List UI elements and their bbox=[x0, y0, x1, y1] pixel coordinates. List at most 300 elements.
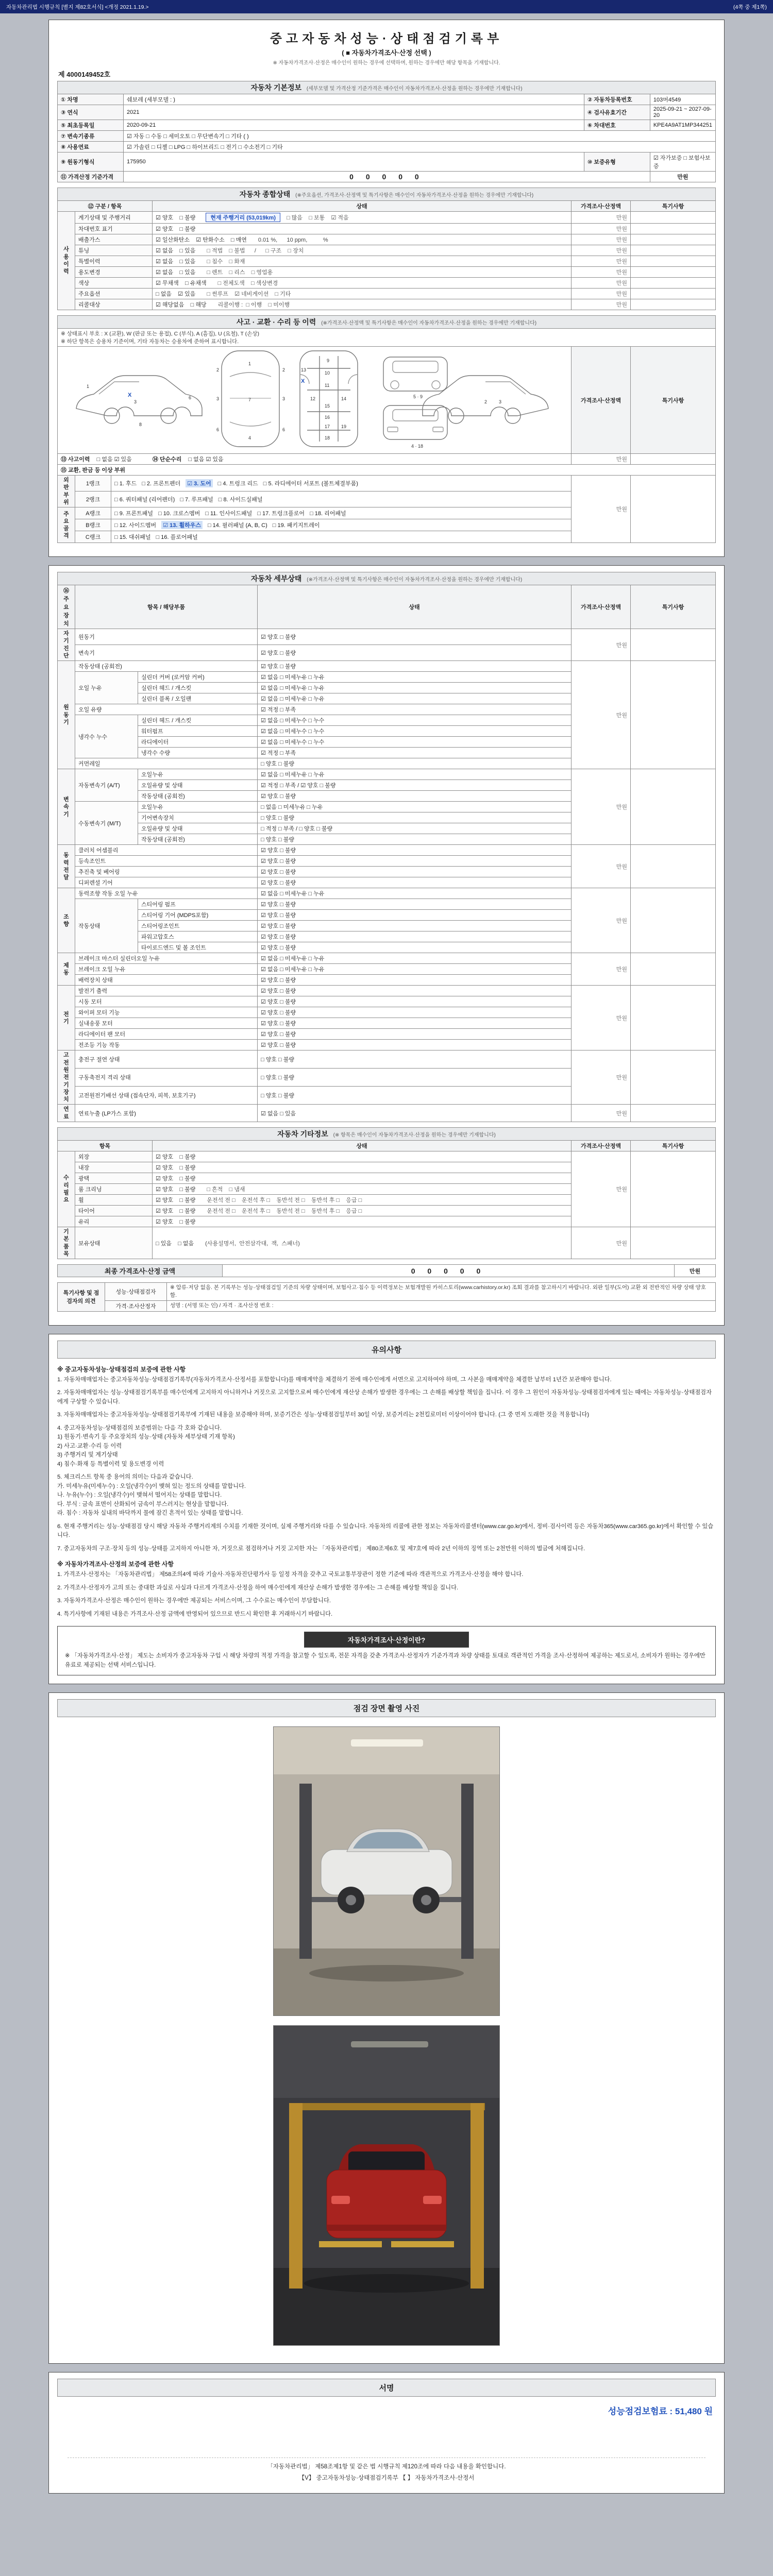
detail-row bbox=[58, 661, 716, 672]
panel-item: □ 8. 사이드실패널 bbox=[218, 497, 263, 503]
remarks-cell bbox=[631, 845, 716, 888]
remarks-cell bbox=[631, 256, 716, 267]
svg-text:9: 9 bbox=[327, 358, 330, 363]
svg-text:2: 2 bbox=[484, 399, 488, 404]
part-label: 스티어링 펌프 bbox=[138, 899, 258, 910]
state-checkboxes: □ 없음 □ 미세누유 □ 누유 bbox=[258, 802, 572, 812]
sub-group-label: 자동변속기 (A/T) bbox=[75, 769, 138, 802]
svg-text:14: 14 bbox=[341, 396, 347, 401]
state-checkboxes: ☑ 없음 □ 미세누유 □ 누유 bbox=[258, 888, 572, 899]
part-label: 워터펌프 bbox=[138, 726, 258, 737]
part-label: 브레이크 오일 누유 bbox=[75, 964, 258, 975]
price-amount-cell: 만원 bbox=[572, 234, 631, 245]
sub-group-label: 냉각수 누수 bbox=[75, 715, 138, 758]
lift-photo-dark-icon bbox=[274, 2026, 499, 2345]
inspector-role-label: 성능·상태점검자 bbox=[105, 1283, 167, 1300]
overall-item-label: 색상 bbox=[75, 278, 153, 289]
lift-photo-bright-icon bbox=[274, 1727, 499, 2015]
overall-state-cell bbox=[153, 289, 572, 299]
price-amount-cell: 만원 bbox=[572, 212, 631, 224]
price-amount-cell: 만원 bbox=[572, 278, 631, 289]
basic-row-registration bbox=[58, 120, 716, 131]
overall-section-title bbox=[58, 188, 716, 201]
part-label: 라디에이터 bbox=[138, 737, 258, 748]
checkbox-options: □ 있음 □ 없음 bbox=[156, 1240, 194, 1247]
panel-items-cell bbox=[111, 531, 572, 543]
document-subnote: ※ 자동차가격조사·산정은 매수인이 원하는 경우에 선택하며, 원하는 경우에만 해당 항목을 기재합니다. bbox=[273, 60, 500, 66]
svg-text:2: 2 bbox=[282, 367, 285, 372]
part-label: 전조등 기능 작동 bbox=[75, 1040, 258, 1050]
overall-row bbox=[58, 234, 716, 245]
state-checkboxes: □ 양호 □ 불량 bbox=[258, 758, 572, 769]
misc-header-notes: 특기사항 bbox=[631, 1141, 716, 1151]
sheet-signature bbox=[48, 2372, 725, 2494]
rank-label: 2랭크 bbox=[75, 492, 111, 507]
device-group-label: 동력전달 bbox=[58, 845, 75, 888]
state-checkboxes: ☑ 양호 □ 불량 bbox=[258, 899, 572, 910]
notice-section-heading: ※ 중고자동차성능·상태점검의 보증에 관한 사항 bbox=[57, 1365, 186, 1373]
notice-item: 5. 체크리스트 항목 중 용어의 의미는 다음과 같습니다. 가. 미세누유(미세누수) : 오일(냉각수)이 맺혀 있는 정도의 상태를 말합니다. 나. 누유(누수) : 오일(냉각수)이 맺혀서 떨어지는 상태를 말합니다. 다. 부식 : 금속 표면이 산화되어 금속이 부스러지는 현상을 말합니다. 라. 침수 : 자동차 실내의 바닥까지 물에 잠긴 흔적이 있는 상태를 말합니다. bbox=[57, 1474, 246, 1517]
overall-row bbox=[58, 245, 716, 256]
overall-header-state: 상태 bbox=[153, 201, 572, 212]
overall-title-text: 자동차 종합상태 bbox=[239, 190, 291, 198]
part-label: 타이로드엔드 및 볼 조인트 bbox=[138, 942, 258, 953]
notice-section-heading: ※ 자동차가격조사·산정의 보증에 관한 사항 bbox=[57, 1561, 174, 1568]
device-group-label: 조향 bbox=[58, 888, 75, 953]
notice-item: 6. 현재 주행거리는 성능·상태점검 당시 해당 자동차 주행거리계의 수치를 기재한 것이며, 실제 주행거리와 다를 수 있습니다. 자동차의 리콜에 관한 정보는 자동차리콜센터(www.car.go.kr)에서, 정비·검사이력 등은 자동차365(www.car365.go.kr)에서 확인할 수 있습니다. bbox=[57, 1523, 714, 1539]
device-group-label: 전기 bbox=[58, 986, 75, 1050]
notice-item: 4. 특기사항에 기재된 내용은 가격조사·산정 금액에 반영되어 있으므로 반드시 확인한 후 거래하시기 바랍니다. bbox=[57, 1611, 333, 1617]
panel-item: □ 17. 트렁크플로어 bbox=[257, 511, 305, 517]
detail-header-device: ⑯ 주요장치 bbox=[58, 585, 75, 629]
page-indicator: (4쪽 중 제1쪽) bbox=[733, 4, 767, 10]
state-checkboxes: ☑ 양호 □ 불량 bbox=[258, 877, 572, 888]
part-label: 실린더 블록 / 오일팬 bbox=[138, 693, 258, 704]
state-checkboxes: ☑ 양호 □ 불량 bbox=[258, 931, 572, 942]
remarks-cell bbox=[631, 454, 716, 465]
misc-item-label: 광택 bbox=[75, 1173, 153, 1184]
engine-type-value: 175950 bbox=[124, 152, 584, 172]
price-amount-cell: 만원 bbox=[572, 1105, 631, 1122]
remarks-cell bbox=[631, 224, 716, 234]
notice-item: 3. 자동차매매업자는 중고자동차성능·상태점검기록부에 기재된 내용을 보증해야 하며, 보증기간은 성능·상태점검일부터 30일 이상, 보증거리는 2천킬로미터 이상이어야 합니다. (그 중 먼저 도래한 것을 적용합니다) bbox=[57, 1412, 590, 1418]
car-rear-view bbox=[383, 405, 447, 449]
base-price-digits: 0 0 0 0 0 bbox=[124, 172, 650, 182]
vehicle-diagram-svg bbox=[67, 348, 562, 451]
price-definition-title: 자동차가격조사·산정이란? bbox=[304, 1632, 469, 1648]
remarks-cell bbox=[631, 278, 716, 289]
overall-row bbox=[58, 256, 716, 267]
misc-header-price: 가격조사·산정액 bbox=[572, 1141, 631, 1151]
transmission-label: ⑦ 변속기종류 bbox=[58, 131, 124, 142]
remarks-cell bbox=[631, 267, 716, 278]
remarks-cell bbox=[631, 1151, 716, 1227]
price-amount-cell: 만원 bbox=[572, 1050, 631, 1105]
misc-title-text: 자동차 기타정보 bbox=[277, 1130, 328, 1139]
misc-title-row bbox=[58, 1128, 716, 1141]
state-checkboxes: ☑ 없음 □ 미세누수 □ 누수 bbox=[258, 726, 572, 737]
model-year-label: ③ 연식 bbox=[58, 105, 124, 120]
signature-area bbox=[68, 2422, 705, 2458]
opinion-group-label: 특기사항 및 점검자의 의견 bbox=[58, 1283, 105, 1311]
price-amount-cell: 만원 bbox=[572, 1227, 631, 1259]
part-label: 시동 모터 bbox=[75, 996, 258, 1007]
svg-text:6: 6 bbox=[216, 427, 220, 432]
part-label: 라디에이터 팬 모터 bbox=[75, 1029, 258, 1040]
final-price-unit: 만원 bbox=[675, 1265, 716, 1277]
part-label: 변속기 bbox=[75, 645, 258, 661]
price-amount-cell: 만원 bbox=[572, 953, 631, 986]
vin-value: KPE4A9AT1MP344251 bbox=[650, 120, 715, 131]
overall-row bbox=[58, 212, 716, 224]
svg-text:3: 3 bbox=[499, 399, 502, 404]
car-front-view bbox=[383, 357, 447, 399]
part-label: 작동상태 (공회전) bbox=[75, 661, 258, 672]
misc-item-label: 유리 bbox=[75, 1216, 153, 1227]
part-label: 충전구 절연 상태 bbox=[75, 1050, 258, 1069]
price-amount-cell: 만원 bbox=[572, 256, 631, 267]
checkbox-options: ☑ 양호 □ 불량 bbox=[156, 226, 196, 232]
remarks-cell bbox=[631, 212, 716, 224]
price-amount-cell: 만원 bbox=[572, 661, 631, 769]
device-group-label: 연료 bbox=[58, 1105, 75, 1122]
extra-options: □ 흔적 □ 냄새 bbox=[207, 1187, 245, 1193]
panel-items-cell bbox=[111, 507, 572, 519]
transmission-checkboxes: ☑ 자동 □ 수동 □ 세미오토 □ 무단변속기 □ 기타 ( ) bbox=[124, 131, 716, 142]
price-amount-cell: 만원 bbox=[572, 454, 631, 465]
overall-body bbox=[58, 212, 716, 310]
remarks-cell bbox=[631, 234, 716, 245]
document-subtitle: ( ■ 자동차가격조사·산정 선택 ) bbox=[342, 49, 431, 57]
remarks-cell bbox=[631, 289, 716, 299]
overall-item-label: 용도변경 bbox=[75, 267, 153, 278]
car-name-value: 쉐보레 (세부모델 : ) bbox=[124, 94, 584, 105]
svg-text:6: 6 bbox=[189, 395, 192, 400]
price-amount-cell: 만원 bbox=[572, 224, 631, 234]
part-label: 연료누출 (LP가스 포함) bbox=[75, 1105, 258, 1122]
exchange-section-label bbox=[58, 465, 716, 476]
detail-body bbox=[58, 629, 716, 1122]
rank-label: A랭크 bbox=[75, 507, 111, 519]
svg-text:3: 3 bbox=[216, 396, 220, 401]
svg-text:X: X bbox=[128, 392, 132, 398]
document-page bbox=[0, 13, 773, 2514]
extra-options: (사용설명서, 안전삼각대, 잭, 스패너) bbox=[205, 1240, 300, 1247]
state-checkboxes: ☑ 양호 □ 불량 bbox=[258, 975, 572, 986]
misc-state-cell bbox=[153, 1206, 572, 1216]
remarks-cell bbox=[631, 629, 716, 661]
accident-title-note: (※가격조사·산정액 및 특기사항은 매수인이 자동차가격조사·산정을 원하는 경우에만 기재합니다) bbox=[321, 320, 537, 326]
inspection-valid-value: 2025-09-21 ~ 2027-09-20 bbox=[650, 105, 715, 120]
overall-title-row bbox=[58, 188, 716, 201]
top-bar bbox=[0, 0, 773, 13]
extra-options: 0.01 %, 10 ppm, % bbox=[258, 237, 328, 243]
state-checkboxes: ☑ 양호 □ 불량 bbox=[258, 986, 572, 996]
sub-group-label: 수동변속기 (M/T) bbox=[75, 802, 138, 845]
final-price-label: 최종 가격조사·산정 금액 bbox=[58, 1265, 223, 1277]
basic-row-year bbox=[58, 105, 716, 120]
part-label: 실내송풍 모터 bbox=[75, 1018, 258, 1029]
state-checkboxes: ☑ 없음 □ 미세누유 □ 누유 bbox=[258, 953, 572, 964]
svg-text:6: 6 bbox=[282, 427, 285, 432]
state-checkboxes: ☑ 양호 □ 불량 bbox=[258, 1007, 572, 1018]
detail-section-title bbox=[58, 572, 716, 585]
overall-state-cell bbox=[153, 245, 572, 256]
part-label: 커먼레일 bbox=[75, 758, 258, 769]
part-label: 추진축 및 베어링 bbox=[75, 867, 258, 877]
document-number: 제 4000149452호 bbox=[58, 71, 111, 78]
inspector-comment: ※ 압류·저당 없음. 본 기록부는 성능·상태점검일 기준의 차량 상태이며, 보험사고·침수 등 이력정보는 보험개발원 카히스토리(www.carhistory.or.kr) 조회 결과를 참고하시기 바랍니다. 외판 일부(도어) 교환 외 전반적인 차량 상태 양호함. bbox=[167, 1283, 716, 1300]
overall-row bbox=[58, 299, 716, 310]
misc-row bbox=[58, 1151, 716, 1162]
overall-row bbox=[58, 278, 716, 289]
overall-state-cell bbox=[153, 256, 572, 267]
price-amount-cell: 만원 bbox=[572, 888, 631, 953]
misc-state-cell bbox=[153, 1195, 572, 1206]
remarks-cell bbox=[631, 986, 716, 1050]
warranty-type-label: ⑩ 보증유형 bbox=[584, 152, 650, 172]
part-label: 실린더 커버 (로커암 커버) bbox=[138, 672, 258, 683]
svg-text:13: 13 bbox=[301, 367, 307, 372]
inspection-photo-2 bbox=[273, 2025, 500, 2346]
detail-header-item: 항목 / 해당부품 bbox=[75, 585, 258, 629]
state-checkboxes: ☑ 적정 □ 부족 / ☑ 양호 □ 불량 bbox=[258, 780, 572, 791]
state-checkboxes: □ 양호 □ 불량 bbox=[258, 1087, 572, 1105]
state-checkboxes: ☑ 양호 □ 불량 bbox=[258, 1029, 572, 1040]
panel-items-cell bbox=[111, 492, 572, 507]
misc-state-cell bbox=[153, 1162, 572, 1173]
accident-diagram-row bbox=[58, 347, 716, 454]
warranty-type-checkboxes: ☑ 자가보증 □ 보험사보증 bbox=[650, 152, 715, 172]
first-registration-value: 2020-09-21 bbox=[124, 120, 584, 131]
detail-header-state: 상태 bbox=[258, 585, 572, 629]
state-checkboxes: □ 양호 □ 불량 bbox=[258, 812, 572, 823]
notice-item: 3. 자동차가격조사·산정은 매수인이 원하는 경우에만 제공되는 서비스이며, 그 수수료는 매수인이 부담합니다. bbox=[57, 1598, 331, 1604]
basic-row-name bbox=[58, 94, 716, 105]
part-label: 발전기 출력 bbox=[75, 986, 258, 996]
extra-options: 리콜이행 : □ 이행 □ 미이행 bbox=[217, 302, 290, 308]
price-definition-text: ※ 「자동차가격조사·산정」 제도는 소비자가 중고자동차 구입 시 해당 차량의 적정 가격을 참고할 수 있도록, 전문 자격을 갖춘 가격조사·산정자가 기준가격과 차량 상태를 토대로 객관적인 가격을 조사·산정하여 제공하는 제도로서, 소비자가 원하는 경우에만 유료로 제공되는 선택 서비스입니다. bbox=[65, 1653, 705, 1668]
car-side-view-left bbox=[76, 376, 202, 427]
price-amount-cell: 만원 bbox=[572, 629, 631, 661]
detail-row bbox=[58, 953, 716, 964]
svg-text:7: 7 bbox=[248, 397, 251, 402]
state-checkboxes: ☑ 양호 □ 불량 bbox=[258, 845, 572, 856]
panel-group-label: 외판부위 bbox=[58, 476, 75, 507]
accident-legend bbox=[58, 329, 716, 347]
svg-text:X: X bbox=[301, 378, 305, 384]
misc-info-table bbox=[57, 1127, 716, 1259]
remarks-cell bbox=[631, 476, 716, 543]
part-label: 기어변속장치 bbox=[138, 812, 258, 823]
base-price-unit: 만원 bbox=[650, 172, 715, 182]
detail-header-notes: 특기사항 bbox=[631, 585, 716, 629]
basic-info-table bbox=[57, 81, 716, 182]
device-group-label: 원동기 bbox=[58, 661, 75, 769]
car-top-view bbox=[216, 351, 285, 447]
price-amount-cell: 만원 bbox=[572, 986, 631, 1050]
price-amount-cell: 만원 bbox=[572, 299, 631, 310]
part-label: 스티어링 기어 (MDPS포함) bbox=[138, 910, 258, 921]
detail-row bbox=[58, 888, 716, 899]
price-amount-cell: 만원 bbox=[572, 769, 631, 845]
overall-item-label: 배출가스 bbox=[75, 234, 153, 245]
state-checkboxes: ☑ 양호 □ 불량 bbox=[258, 921, 572, 931]
accident-section-title bbox=[58, 316, 716, 329]
panel-item: □ 18. 리어패널 bbox=[310, 511, 346, 517]
remarks-cell bbox=[631, 953, 716, 986]
sheet-notice bbox=[48, 1334, 725, 1685]
detail-column-header-row bbox=[58, 585, 716, 629]
vin-label: ⑥ 차대번호 bbox=[584, 120, 650, 131]
remarks-cell bbox=[631, 245, 716, 256]
part-label: 배력장치 상태 bbox=[75, 975, 258, 986]
opinion-table bbox=[57, 1282, 716, 1311]
overall-condition-table bbox=[57, 188, 716, 310]
state-checkboxes: ☑ 양호 □ 불량 bbox=[258, 791, 572, 802]
price-amount-cell: 만원 bbox=[572, 289, 631, 299]
checkbox-options: ☑ 양호 □ 불량 bbox=[156, 215, 196, 221]
svg-text:2: 2 bbox=[216, 367, 220, 372]
remarks-cell bbox=[631, 1105, 716, 1122]
panel-item: □ 6. 쿼터패널 (리어펜더) bbox=[114, 497, 175, 503]
price-amount-cell: 만원 bbox=[572, 476, 631, 543]
vehicle-diagram-cell bbox=[58, 347, 572, 454]
svg-text:15: 15 bbox=[325, 403, 330, 409]
svg-text:1: 1 bbox=[248, 361, 251, 366]
misc-item-label: 내장 bbox=[75, 1162, 153, 1173]
checkbox-options: ☑ 양호 □ 불량 bbox=[156, 1208, 196, 1215]
checkbox-options: ☑ 양호 □ 불량 bbox=[156, 1154, 196, 1161]
overall-row bbox=[58, 224, 716, 234]
state-checkboxes: ☑ 양호 □ 불량 bbox=[258, 629, 572, 645]
document-title: 중고자동차성능·상태점검기록부 bbox=[270, 32, 503, 46]
opinion-row bbox=[58, 1300, 716, 1311]
svg-text:3: 3 bbox=[134, 399, 137, 404]
misc-state-cell bbox=[153, 1227, 572, 1259]
state-checkboxes: □ 적정 □ 부족 / □ 양호 □ 불량 bbox=[258, 823, 572, 834]
notice-title-band: 유의사항 bbox=[57, 1341, 716, 1359]
overall-item-label: 특별이력 bbox=[75, 256, 153, 267]
sheet-main-info bbox=[48, 20, 725, 557]
remarks-cell bbox=[631, 1227, 716, 1259]
detail-row bbox=[58, 845, 716, 856]
checkbox-options: ☑ 무채색 □ 유채색 bbox=[156, 280, 207, 286]
inspection-insurance-fee: 성능점검보험료 : 51,480 원 bbox=[608, 2406, 713, 2417]
checkbox-options: ☑ 양호 □ 불량 bbox=[156, 1219, 196, 1226]
state-checkboxes: ☑ 없음 □ 미세누수 □ 누수 bbox=[258, 737, 572, 748]
misc-state-cell bbox=[153, 1184, 572, 1195]
part-label: 원동기 bbox=[75, 629, 258, 645]
misc-item-label: 휠 bbox=[75, 1195, 153, 1206]
price-definition-box bbox=[57, 1626, 716, 1675]
part-label: 실린더 헤드 / 개스킷 bbox=[138, 715, 258, 726]
overall-row bbox=[58, 267, 716, 278]
part-label: 작동상태 (공회전) bbox=[138, 834, 258, 845]
extra-options: □ 썬루프 ☑ 네비게이션 □ 기타 bbox=[207, 291, 291, 297]
first-registration-label: ⑤ 최초등록일 bbox=[58, 120, 124, 131]
form-reference-text: 자동차관리법 시행규칙 [별지 제82호서식] <개정 2021.1.19.> bbox=[6, 4, 149, 10]
plate-label: ② 자동차등록번호 bbox=[584, 94, 650, 105]
part-label: 클러치 어셈블리 bbox=[75, 845, 258, 856]
notice-content bbox=[57, 1365, 716, 1619]
car-name-label: ① 차명 bbox=[58, 94, 124, 105]
checkbox-options: ☑ 해당없음 □ 해당 bbox=[156, 302, 207, 308]
misc-item-label: 룸 크리닝 bbox=[75, 1184, 153, 1195]
svg-text:10: 10 bbox=[325, 370, 330, 376]
part-label: 냉각수 수량 bbox=[138, 748, 258, 758]
part-label: 등속조인트 bbox=[75, 856, 258, 867]
state-checkboxes: ☑ 양호 □ 불량 bbox=[258, 856, 572, 867]
inspector-comment: 성명 : (서명 또는 인) / 자격 · 조사산정 번호 : bbox=[167, 1300, 716, 1311]
signature-confirm-line-2: 【V】 중고자동차성능·상태점검기록부 【 】 자동차가격조사·산정서 bbox=[298, 2475, 475, 2482]
checkbox-options: ☑ 없음 □ 있음 bbox=[156, 259, 196, 265]
remarks-cell bbox=[631, 888, 716, 953]
state-checkboxes: ☑ 양호 □ 불량 bbox=[258, 996, 572, 1007]
svg-text:3: 3 bbox=[282, 396, 285, 401]
detail-header-price: 가격조사·산정액 bbox=[572, 585, 631, 629]
accident-history-table bbox=[57, 315, 716, 543]
misc-header-item: 항목 bbox=[58, 1141, 153, 1151]
simple-repair-checkboxes: □ 없음 ☑ 있음 bbox=[188, 456, 224, 463]
overall-item-label: 주요옵션 bbox=[75, 289, 153, 299]
misc-row bbox=[58, 1227, 716, 1259]
sub-group-label: 작동상태 bbox=[75, 899, 138, 953]
extra-options: 운전석 전 □ 운전석 후 □ 동반석 전 □ 동반석 후 □ 응급 □ bbox=[207, 1197, 362, 1204]
device-group-label: 제동 bbox=[58, 953, 75, 986]
svg-text:19: 19 bbox=[341, 424, 347, 429]
svg-text:18: 18 bbox=[325, 435, 330, 440]
svg-text:12: 12 bbox=[310, 396, 316, 401]
state-checkboxes: □ 양호 □ 불량 bbox=[258, 1069, 572, 1087]
state-checkboxes: □ 양호 □ 불량 bbox=[258, 834, 572, 845]
accident-history-group bbox=[61, 455, 132, 463]
part-label: 실린더 헤드 / 개스킷 bbox=[138, 683, 258, 693]
detail-row bbox=[58, 1050, 716, 1069]
checkbox-options: ☑ 없음 □ 있음 bbox=[156, 269, 196, 276]
misc-item-label: 타이어 bbox=[75, 1206, 153, 1216]
device-group-label: 변속기 bbox=[58, 769, 75, 845]
legend-line-1: ※ 상태표시 부호 : X (교환), W (판금 또는 용접), C (부식), A (흠집), U (요철), T (손상) bbox=[61, 331, 259, 337]
checkbox-options: ☑ 일산화탄소 ☑ 탄화수소 □ 매연 bbox=[156, 237, 247, 243]
inspection-valid-label: ④ 검사유효기간 bbox=[584, 105, 650, 120]
part-label: 오일 유량 bbox=[75, 704, 258, 715]
misc-state-cell bbox=[153, 1173, 572, 1184]
overall-state-cell bbox=[153, 212, 572, 224]
panel-item: □ 7. 루프패널 bbox=[180, 497, 213, 503]
detail-title-note: (※가격조사·산정액 및 특기사항은 매수인이 자동차가격조사·산정을 원하는 경우에만 기재합니다) bbox=[307, 577, 523, 583]
simple-repair-group bbox=[153, 455, 224, 463]
state-checkboxes: ☑ 양호 □ 불량 bbox=[258, 867, 572, 877]
fuel-checkboxes: ☑ 가솔린 □ 디젤 □ LPG □ 하이브리드 □ 전기 □ 수소전기 □ 기타 bbox=[124, 142, 716, 152]
overall-state-cell bbox=[153, 278, 572, 289]
car-frame-view bbox=[300, 351, 358, 447]
svg-text:5 · 9: 5 · 9 bbox=[413, 394, 423, 399]
sheet-detail-condition bbox=[48, 565, 725, 1325]
panel-item: □ 4. 트렁크 리드 bbox=[217, 481, 258, 487]
overall-item-label: 계기상태 및 주행거리 bbox=[75, 212, 153, 224]
state-checkboxes: ☑ 양호 □ 불량 bbox=[258, 645, 572, 661]
price-amount-cell: 만원 bbox=[572, 1151, 631, 1227]
panel-items-cell bbox=[111, 519, 572, 531]
detail-row bbox=[58, 986, 716, 996]
legend-line-2: ※ 하단 항목은 승용차 기준이며, 기타 자동차는 승용차에 준하여 표시합니다. bbox=[61, 338, 239, 345]
svg-text:4 · 18: 4 · 18 bbox=[411, 444, 424, 449]
part-label: 오일유량 및 상태 bbox=[138, 823, 258, 834]
detail-title-text: 자동차 세부상태 bbox=[250, 574, 302, 583]
svg-text:1: 1 bbox=[87, 384, 90, 389]
misc-item-label: 보유상태 bbox=[75, 1227, 153, 1259]
